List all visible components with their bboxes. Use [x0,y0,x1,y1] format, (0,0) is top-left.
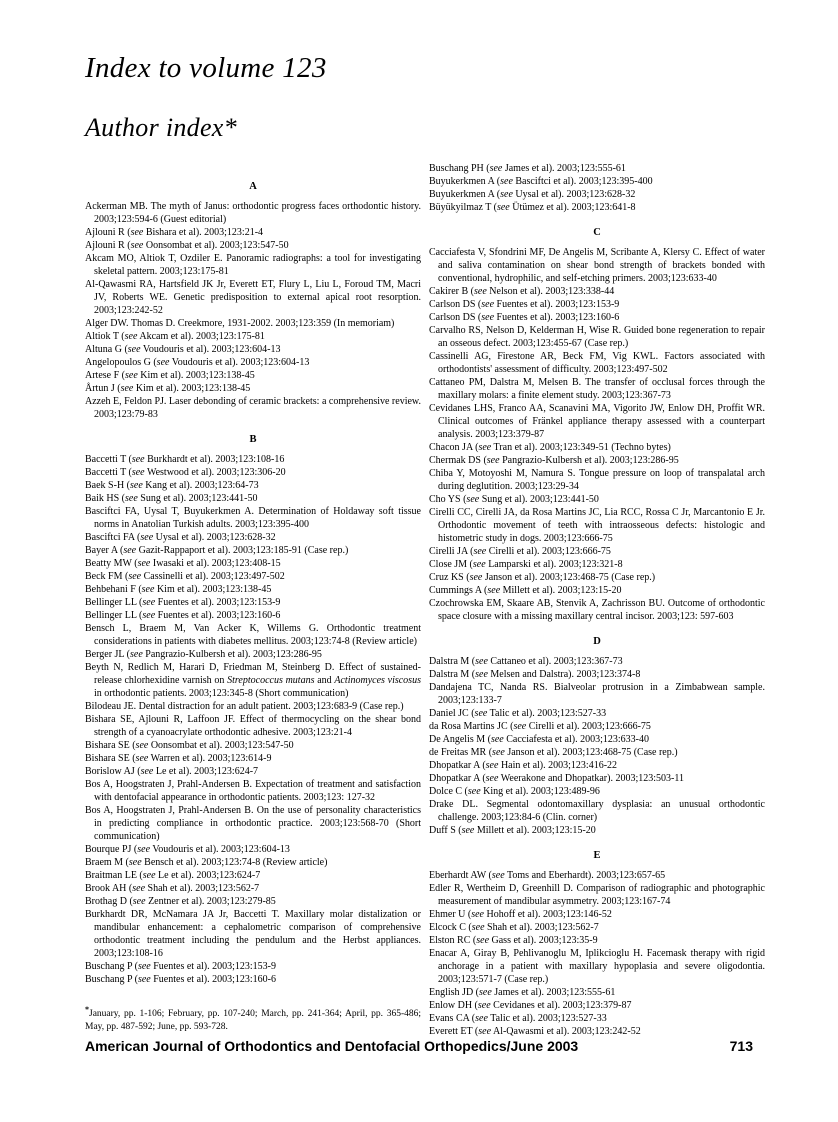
index-entry: Baccetti T (see Burkhardt et al). 2003;123:108-16 [85,454,285,465]
index-entry: Enacar A, Giray B, Pehlivanoglu M, Iplikcioglu H. Facemask therapy with rigid anchorage in a patient with maxillary hypoplasia and severe oligodontia. 2003;123:571-7 (Case rep.) [429,948,765,985]
index-entry: Enlow DH (see Cevidanes et al). 2003;123:379-87 [429,1000,632,1011]
index-entry: Cruz KS (see Janson et al). 2003;123:468-75 (Case rep.) [429,572,656,583]
index-entry: Cummings A (see Millett et al). 2003;123:15-20 [429,585,622,596]
index-entry: Bayer A (see Gazit-Rappaport et al). 2003;123:185-91 (Case rep.) [85,545,349,556]
index-entry: Cirelli CC, Cirelli JA, da Rosa Martins JC, Lia RCC, Rossa C Jr, Marcantonio E Jr. Orthodontic movement of teeth with intraosseous defects: histologic and histometric study in dogs. 2003;123:666-75 [429,507,765,544]
index-entry: Evans CA (see Talic et al). 2003;123:527-33 [429,1013,607,1024]
index-entry: Ackerman MB. The myth of Janus: orthodontic progress faces orthodontic history. 2003;123:594-6 (Guest editorial) [85,201,421,225]
index-entry: Bishara SE (see Warren et al). 2003;123:614-9 [85,753,272,764]
letter-heading-D: D [593,636,601,647]
index-entry: Ehmer U (see Hohoff et al). 2003;123:146-52 [429,909,612,920]
index-entry: Eberhardt AW (see Toms and Eberhardt). 2003;123:657-65 [429,870,666,881]
index-entry: Alger DW. Thomas D. Creekmore, 1931-2002. 2003;123:359 (In memoriam) [85,318,395,329]
footnote-text: January, pp. 1-106; February, pp. 107-240; March, pp. 241-364; April, pp. 365-486; May, pp. 487-592; June, pp. 593-728. [85,1009,421,1033]
index-entry: Cho YS (see Sung et al). 2003;123:441-50 [429,494,599,505]
index-entry: Duff S (see Millett et al). 2003;123:15-20 [429,825,596,836]
index-entry: Burkhardt DR, McNamara JA Jr, Baccetti T. Maxillary molar distalization or mandibular enhancement: a cephalometric comparison of comprehensive orthodontic treatment including the pendulum and the Herbst appliances. 2003;123:108-16 [85,909,421,959]
index-entry: Daniel JC (see Talic et al). 2003;123:527-33 [429,708,607,719]
page-title: Index to volume 123 [85,52,327,84]
letter-heading-C: C [593,227,601,238]
index-entry: Bishara SE (see Oonsombat et al). 2003;123:547-50 [85,740,294,751]
right-column [429,162,765,1038]
index-entry: Bourque PJ (see Voudouris et al). 2003;123:604-13 [85,844,290,855]
index-entry: Bos A, Hoogstraten J, Prahl-Andersen B. Expectation of treatment and satisfaction with dentofacial appearance in orthodontic patients. 2003;123: 127-32 [85,779,421,803]
footnote [85,1003,421,1034]
index-entry: Dandajena TC, Nanda RS. Bialveolar protrusion in a Zimbabwean sample. 2003;123:133-7 [429,682,765,706]
index-entry: Cirelli JA (see Cirelli et al). 2003;123:666-75 [429,546,611,557]
index-entry: Cattaneo PM, Dalstra M, Melsen B. The transfer of occlusal forces through the maxillary molars: a finite element study. 2003;123:367-73 [429,377,765,401]
index-entry: Drake DL. Segmental odontomaxillary dysplasia: an unusual orthodontic challenge. 2003;123:84-6 (Clin. corner) [429,799,765,823]
index-entry: Beck FM (see Cassinelli et al). 2003;123:497-502 [85,571,285,582]
index-entry: Everett ET (see Al-Qawasmi et al). 2003;123:242-52 [429,1026,641,1037]
author-index-heading: Author index* [85,113,237,142]
index-entry: Büyükyilmaz T (see Ütümez et al). 2003;123:641-8 [429,202,636,213]
index-entry: Basciftci FA (see Uysal et al). 2003;123:628-32 [85,532,276,543]
index-entry: da Rosa Martins JC (see Cirelli et al). 2003;123:666-75 [429,721,651,732]
index-entry: Brothag D (see Zentner et al). 2003;123:279-85 [85,896,276,907]
index-entry: Berger JL (see Pangrazio-Kulbersh et al). 2003;123:286-95 [85,649,322,660]
index-entry: Czochrowska EM, Skaare AB, Stenvik A, Zachrisson BU. Outcome of orthodontic space closure with a missing maxillary central incisor. 2003;123: 597-603 [429,598,765,622]
index-entry: Buyukerkmen A (see Basciftci et al). 2003;123:395-400 [429,176,653,187]
index-entry: Baik HS (see Sung et al). 2003;123:441-50 [85,493,258,504]
index-entry: Bensch L, Braem M, Van Acker K, Willems G. Orthodontic treatment considerations in patients with diabetes mellitus. 2003;123:74-8 (Review article) [85,623,421,647]
index-entry: Beyth N, Redlich M, Harari D, Friedman M, Steinberg D. Effect of sustained-release chlorhexidine varnish on Streptococcus mutans and Actinomyces viscosus in orthodontic patients. 2003;123:345-8 (Short communication) [85,662,421,699]
index-entry: Braem M (see Bensch et al). 2003;123:74-8 (Review article) [85,857,328,868]
page-number: 713 [729,1038,753,1054]
index-entry: Chiba Y, Motoyoshi M, Namura S. Tongue pressure on loop of transpalatal arch during deglutition. 2003;123:29-34 [429,468,765,492]
index-entry: Elcock C (see Shah et al). 2003;123:562-7 [429,922,599,933]
letter-heading-E: E [593,850,601,861]
index-entry: English JD (see James et al). 2003;123:555-61 [429,987,616,998]
index-entry: Dalstra M (see Cattaneo et al). 2003;123:367-73 [429,656,623,667]
index-entry: Bilodeau JE. Dental distraction for an adult patient. 2003;123:683-9 (Case rep.) [85,701,404,712]
footnote-marker: * [85,1005,89,1014]
index-entry: De Angelis M (see Cacciafesta et al). 2003;123:633-40 [429,734,649,745]
index-entry: Angelopoulos G (see Voudouris et al). 2003;123:604-13 [85,357,310,368]
index-entry: Cassinelli AG, Firestone AR, Beck FM, Vig KWL. Factors associated with orthodontists' assessment of difficulty. 2003;123:497-502 [429,351,765,375]
journal-name: American Journal of Orthodontics and Dentofacial Orthopedics/June 2003 [85,1038,579,1054]
index-entry: Braitman LE (see Le et al). 2003;123:624-7 [85,870,261,881]
index-entry: Bos A, Hoogstraten J, Prahl-Andersen B. On the use of personality characteristics in predicting compliance in orthodontic practice. 2003;123:568-70 (Short communication) [85,805,421,842]
index-entry: Bishara SE, Ajlouni R, Laffoon JF. Effect of thermocycling on the shear bond strength of a cyanoacrylate orthodontic adhesive. 2003;123:21-4 [85,714,421,738]
letter-heading-B: B [249,434,257,445]
index-entry: Basciftci FA, Uysal T, Buyukerkmen A. Determination of Holdaway soft tissue norms in Anatolian Turkish adults. 2003;123:395-400 [85,506,421,530]
index-entry: Behbehani F (see Kim et al). 2003;123:138-45 [85,584,272,595]
index-entry: de Freitas MR (see Janson et al). 2003;123:468-75 (Case rep.) [429,747,678,758]
left-column [85,174,421,986]
index-entry: Bellinger LL (see Fuentes et al). 2003;123:153-9 [85,597,281,608]
index-entry: Azzeh E, Feldon PJ. Laser debonding of ceramic brackets: a comprehensive review. 2003;123:79-83 [85,396,421,420]
index-entry: Elston RC (see Gass et al). 2003;123:35-9 [429,935,598,946]
index-entry: Cevidanes LHS, Franco AA, Scanavini MA, Vigorito JW, Enlow DH, Proffit WR. Clinical outcomes of Fränkel appliance therapy assessed with a counterpart analysis. 2003;123:379-87 [429,403,765,440]
index-entry: Ajlouni R (see Oonsombat et al). 2003;123:547-50 [85,240,289,251]
index-entry: Carlson DS (see Fuentes et al). 2003;123:153-9 [429,299,620,310]
index-entry: Carlson DS (see Fuentes et al). 2003;123:160-6 [429,312,620,323]
index-entry: Beatty MW (see Iwasaki et al). 2003;123:408-15 [85,558,281,569]
index-entry: Årtun J (see Kim et al). 2003;123:138-45 [85,383,251,394]
index-entry: Chacon JA (see Tran et al). 2003;123:349-51 (Techno bytes) [429,442,671,453]
index-entry: Dalstra M (see Melsen and Dalstra). 2003;123:374-8 [429,669,641,680]
index-entry: Close JM (see Lamparski et al). 2003;123:321-8 [429,559,623,570]
index-entry: Dhopatkar A (see Weerakone and Dhopatkar). 2003;123:503-11 [429,773,684,784]
index-entry: Artese F (see Kim et al). 2003;123:138-45 [85,370,255,381]
index-entry: Altuna G (see Voudouris et al). 2003;123:604-13 [85,344,281,355]
page-footer [85,1038,753,1054]
index-entry: Buschang P (see Fuentes et al). 2003;123:160-6 [85,974,277,985]
index-entry: Dolce C (see King et al). 2003;123:489-96 [429,786,600,797]
index-entry: Buschang P (see Fuentes et al). 2003;123:153-9 [85,961,277,972]
index-entry: Cacciafesta V, Sfondrini MF, De Angelis M, Scribante A, Klersy C. Effect of water and saliva contamination on shear bond strength of brackets bonded with conventional, hydrophilic, and self-etching primers. 2003;123:633-40 [429,247,765,284]
index-entry: Borislow AJ (see Le et al). 2003;123:624-7 [85,766,259,777]
index-entry: Edler R, Wertheim D, Greenhill D. Comparison of radiographic and photographic measurement of mandibular asymmetry. 2003;123:167-74 [429,883,765,907]
index-entry: Akcam MO, Altiok T, Ozdiler E. Panoramic radiographs: a tool for investigating skeletal pattern. 2003;123:175-81 [85,253,421,277]
index-entry: Ajlouni R (see Bishara et al). 2003;123:21-4 [85,227,264,238]
index-entry: Carvalho RS, Nelson D, Kelderman H, Wise R. Guided bone regeneration to repair an osseous defect. 2003;123:455-67 (Case rep.) [429,325,765,349]
index-entry: Dhopatkar A (see Hain et al). 2003;123:416-22 [429,760,618,771]
letter-heading-A: A [249,181,257,192]
index-entry: Bellinger LL (see Fuentes et al). 2003;123:160-6 [85,610,281,621]
index-entry: Altiok T (see Akcam et al). 2003;123:175-81 [85,331,265,342]
index-entry: Brook AH (see Shah et al). 2003;123:562-7 [85,883,260,894]
index-entry: Buschang PH (see James et al). 2003;123:555-61 [429,163,626,174]
index-entry: Al-Qawasmi RA, Hartsfield JK Jr, Everett ET, Flury L, Liu L, Foroud TM, Macri JV, Roberts WE. Genetic predisposition to external apical root resorption. 2003;123:242-52 [85,279,421,316]
index-entry: Baccetti T (see Westwood et al). 2003;123:306-20 [85,467,286,478]
index-entry: Buyukerkmen A (see Uysal et al). 2003;123:628-32 [429,189,636,200]
index-entry: Baek S-H (see Kang et al). 2003;123:64-73 [85,480,259,491]
index-entry: Chermak DS (see Pangrazio-Kulbersh et al). 2003;123:286-95 [429,455,679,466]
index-entry: Cakirer B (see Nelson et al). 2003;123:338-44 [429,286,615,297]
